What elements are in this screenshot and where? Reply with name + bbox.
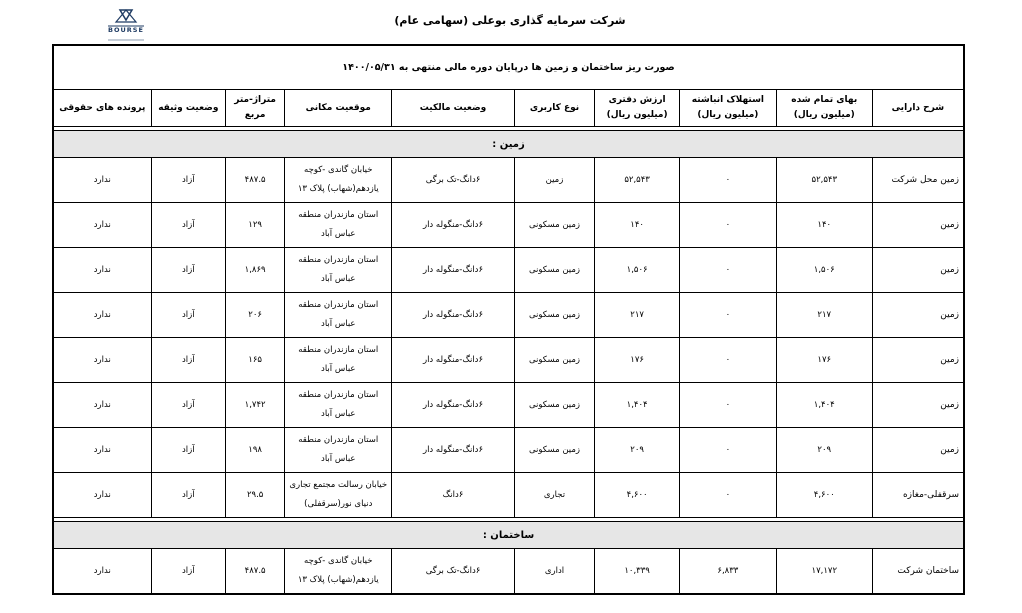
cell-cost: ۴,۶۰۰ [776,473,872,518]
cell-book-value: ۱,۵۰۶ [595,248,680,293]
header-description: شرح دارایی [872,90,964,127]
cell-collateral: آزاد [151,428,225,473]
table-row [53,338,964,383]
cell-location: خیابان گاندی -کوچه یازدهم(شهاب) پلاک ۱۳ [285,549,392,595]
cell-collateral: آزاد [151,293,225,338]
cell-usage: زمین مسکونی [514,383,595,428]
cell-book-value: ۴,۶۰۰ [595,473,680,518]
cell-usage: زمین [514,158,595,203]
header-book-value: ارزش دفتری (میلیون ریال) [595,90,680,127]
cell-collateral: آزاد [151,248,225,293]
cell-location: استان مازندران منطقه عباس آباد [285,293,392,338]
cell-collateral: آزاد [151,158,225,203]
section-header [53,522,964,549]
header-cost: بهای تمام شده (میلیون ریال) [776,90,872,127]
header-ownership: وضعیت مالکیت [392,90,514,127]
cell-location: خیابان رسالت مجتمع تجاری دنیای نور(سرقفلی) [285,473,392,518]
cell-location: استان مازندران منطقه عباس آباد [285,338,392,383]
cell-legal-cases: ندارد [53,473,151,518]
header-collateral: وضعیت وثیقه [151,90,225,127]
cell-book-value: ۵۲,۵۴۳ [595,158,680,203]
cell-cost: ۱۴۰ [776,203,872,248]
header-location: موقعیت مکانی [285,90,392,127]
cell-area: ۲۰۶ [226,293,285,338]
cell-ownership: ۶دانگ-منگوله دار [392,293,514,338]
cell-ownership: ۶دانگ-منگوله دار [392,383,514,428]
cell-collateral: آزاد [151,473,225,518]
cell-description: زمین [872,383,964,428]
cell-book-value: ۲۱۷ [595,293,680,338]
cell-usage: زمین مسکونی [514,248,595,293]
cell-usage: زمین مسکونی [514,203,595,248]
cell-legal-cases: ندارد [53,428,151,473]
cell-area: ۱۲۹ [226,203,285,248]
header-area: متراژ-متر مربع [226,90,285,127]
bourse-logo-icon [98,8,154,42]
header-row [53,90,964,127]
cell-description: زمین [872,248,964,293]
cell-depreciation: ۰ [679,248,776,293]
table-row [53,428,964,473]
cell-book-value: ۱۷۶ [595,338,680,383]
cell-area: ۱,۸۶۹ [226,248,285,293]
cell-description: زمین [872,428,964,473]
cell-collateral: آزاد [151,383,225,428]
cell-cost: ۵۲,۵۴۳ [776,158,872,203]
cell-description: زمین محل شرکت [872,158,964,203]
cell-usage: تجاری [514,473,595,518]
cell-depreciation: ۰ [679,473,776,518]
section-label: ساختمان : [53,522,964,549]
assets-table [52,44,965,595]
cell-legal-cases: ندارد [53,158,151,203]
table-row [53,293,964,338]
cell-depreciation: ۰ [679,203,776,248]
cell-ownership: ۶دانگ-منگوله دار [392,338,514,383]
cell-cost: ۲۱۷ [776,293,872,338]
cell-usage: زمین مسکونی [514,428,595,473]
cell-legal-cases: ندارد [53,248,151,293]
cell-area: ۱,۷۴۲ [226,383,285,428]
cell-area: ۱۶۵ [226,338,285,383]
cell-location: استان مازندران منطقه عباس آباد [285,383,392,428]
cell-book-value: ۱,۴۰۴ [595,383,680,428]
cell-description: سرقفلی-مغازه [872,473,964,518]
header-depreciation: استهلاک انباشته (میلیون ریال) [679,90,776,127]
cell-ownership: ۶دانگ-تک برگی [392,158,514,203]
cell-area: ۴۸۷.۵ [226,549,285,595]
table-title: صورت ریز ساختمان و زمین ها درپایان دوره مالی منتهی به ۱۴۰۰/۰۵/۳۱ [53,45,964,90]
logo-text: BOURSE [108,26,144,34]
cell-collateral: آزاد [151,549,225,595]
cell-description: زمین [872,338,964,383]
header-usage: نوع کاربری [514,90,595,127]
cell-legal-cases: ندارد [53,383,151,428]
cell-area: ۱۹۸ [226,428,285,473]
cell-collateral: آزاد [151,203,225,248]
cell-cost: ۱,۴۰۴ [776,383,872,428]
cell-location: خیابان گاندی -کوچه یازدهم(شهاب) پلاک ۱۳ [285,158,392,203]
table-row [53,549,964,595]
cell-collateral: آزاد [151,338,225,383]
cell-ownership: ۶دانگ [392,473,514,518]
cell-depreciation: ۰ [679,158,776,203]
cell-location: استان مازندران منطقه عباس آباد [285,428,392,473]
cell-depreciation: ۰ [679,338,776,383]
cell-depreciation: ۰ [679,383,776,428]
cell-depreciation: ۶,۸۳۳ [679,549,776,595]
table-row [53,473,964,518]
cell-location: استان مازندران منطقه عباس آباد [285,248,392,293]
cell-depreciation: ۰ [679,428,776,473]
cell-ownership: ۶دانگ-منگوله دار [392,248,514,293]
cell-description: زمین [872,203,964,248]
cell-legal-cases: ندارد [53,549,151,595]
cell-legal-cases: ندارد [53,293,151,338]
cell-area: ۴۸۷.۵ [226,158,285,203]
cell-area: ۲۹.۵ [226,473,285,518]
cell-book-value: ۱۴۰ [595,203,680,248]
cell-usage: اداری [514,549,595,595]
cell-depreciation: ۰ [679,293,776,338]
cell-description: زمین [872,293,964,338]
table-row [53,203,964,248]
cell-cost: ۲۰۹ [776,428,872,473]
cell-book-value: ۲۰۹ [595,428,680,473]
cell-cost: ۱,۵۰۶ [776,248,872,293]
cell-legal-cases: ندارد [53,203,151,248]
cell-book-value: ۱۰,۳۳۹ [595,549,680,595]
cell-cost: ۱۷,۱۷۲ [776,549,872,595]
section-header [53,131,964,158]
cell-ownership: ۶دانگ-تک برگی [392,549,514,595]
cell-description: ساختمان شرکت [872,549,964,595]
cell-ownership: ۶دانگ-منگوله دار [392,203,514,248]
table-row [53,383,964,428]
cell-ownership: ۶دانگ-منگوله دار [392,428,514,473]
cell-usage: زمین مسکونی [514,293,595,338]
header-legal-cases: پرونده های حقوقی [53,90,151,127]
table-row [53,158,964,203]
cell-cost: ۱۷۶ [776,338,872,383]
cell-location: استان مازندران منطقه عباس آباد [285,203,392,248]
company-title: شرکت سرمایه گذاری بوعلی (سهامی عام) [394,14,626,27]
cell-usage: زمین مسکونی [514,338,595,383]
cell-legal-cases: ندارد [53,338,151,383]
table-row [53,248,964,293]
section-label: زمین : [53,131,964,158]
